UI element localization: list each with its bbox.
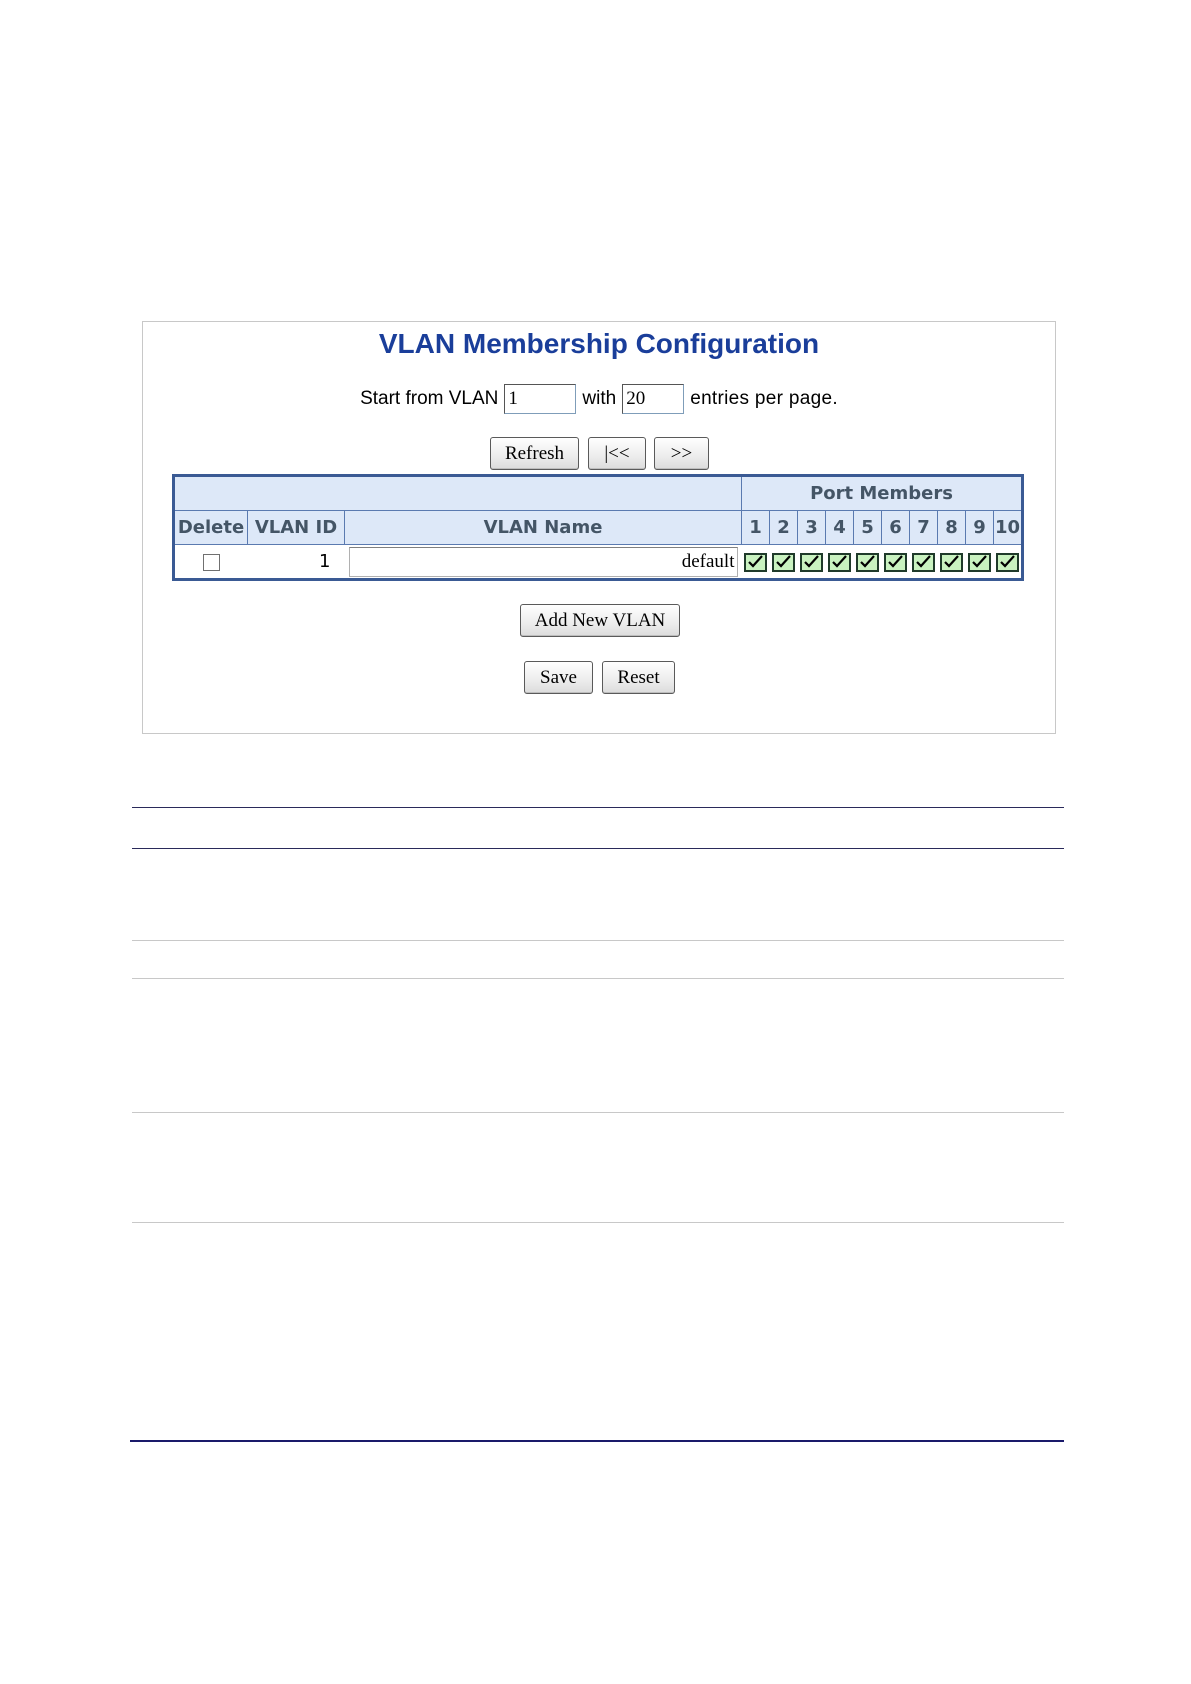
port-member-checkbox[interactable] xyxy=(884,553,907,572)
port-member-cell xyxy=(994,545,1023,580)
port-member-checkbox[interactable] xyxy=(744,553,767,572)
port-member-cell xyxy=(966,545,994,580)
delete-cell xyxy=(174,545,248,580)
header-blank-cell xyxy=(174,476,742,511)
port-member-checkbox[interactable] xyxy=(968,553,991,572)
add-new-vlan-button[interactable]: Add New VLAN xyxy=(520,604,680,637)
port-member-checkbox[interactable] xyxy=(940,553,963,572)
section-divider xyxy=(132,940,1064,941)
port-column-header: 3 xyxy=(798,511,826,545)
table-row xyxy=(174,545,1023,580)
table-column-header-row xyxy=(174,511,1023,545)
port-member-cell xyxy=(854,545,882,580)
port-member-checkbox[interactable] xyxy=(912,553,935,572)
section-divider xyxy=(132,978,1064,979)
port-member-checkbox[interactable] xyxy=(800,553,823,572)
port-column-header: 6 xyxy=(882,511,910,545)
port-member-cell xyxy=(742,545,770,580)
port-column-header: 5 xyxy=(854,511,882,545)
port-member-cell xyxy=(826,545,854,580)
vlan-name-cell xyxy=(345,545,742,580)
section-divider xyxy=(132,848,1064,849)
port-member-checkbox[interactable] xyxy=(828,553,851,572)
port-member-checkbox[interactable] xyxy=(856,553,879,572)
entries-per-page-input[interactable] xyxy=(622,384,684,414)
vlan-id-cell: 1 xyxy=(248,545,345,580)
page-title: VLAN Membership Configuration xyxy=(378,328,820,359)
start-vlan-row xyxy=(143,383,1055,415)
port-member-checkbox[interactable] xyxy=(772,553,795,572)
save-button[interactable]: Save xyxy=(524,661,593,694)
vlan-name-column-header: VLAN Name xyxy=(345,511,742,545)
next-page-button[interactable]: >> xyxy=(654,437,709,470)
port-column-header: 1 xyxy=(742,511,770,545)
with-label: with xyxy=(582,388,617,409)
port-member-cell xyxy=(798,545,826,580)
port-column-header: 9 xyxy=(966,511,994,545)
start-from-label: Start from VLAN xyxy=(360,388,499,409)
section-divider xyxy=(132,1222,1064,1223)
port-member-cell xyxy=(882,545,910,580)
start-vlan-input[interactable] xyxy=(504,384,576,414)
delete-column-header: Delete xyxy=(174,511,248,545)
port-column-header: 2 xyxy=(770,511,798,545)
port-column-header: 8 xyxy=(938,511,966,545)
port-column-header: 10 xyxy=(994,511,1023,545)
delete-checkbox[interactable] xyxy=(203,554,220,571)
port-member-cell xyxy=(938,545,966,580)
port-column-header: 4 xyxy=(826,511,854,545)
section-divider xyxy=(132,1112,1064,1113)
footer-divider xyxy=(130,1440,1064,1442)
port-member-checkbox[interactable] xyxy=(996,553,1019,572)
table-group-header-row xyxy=(174,476,1023,511)
vlan-id-column-header: VLAN ID xyxy=(248,511,345,545)
first-page-button[interactable]: |<< xyxy=(588,437,646,470)
entries-per-page-label: entries per page. xyxy=(690,388,838,409)
port-members-header: Port Members xyxy=(742,476,1023,511)
port-member-cell xyxy=(910,545,938,580)
vlan-membership-table xyxy=(172,474,1024,581)
port-member-cell xyxy=(770,545,798,580)
refresh-button[interactable]: Refresh xyxy=(490,437,579,470)
port-column-header: 7 xyxy=(910,511,938,545)
vlan-name-input[interactable] xyxy=(349,547,738,577)
section-divider xyxy=(132,807,1064,808)
reset-button[interactable]: Reset xyxy=(602,661,675,694)
vlan-membership-panel xyxy=(142,321,1056,734)
